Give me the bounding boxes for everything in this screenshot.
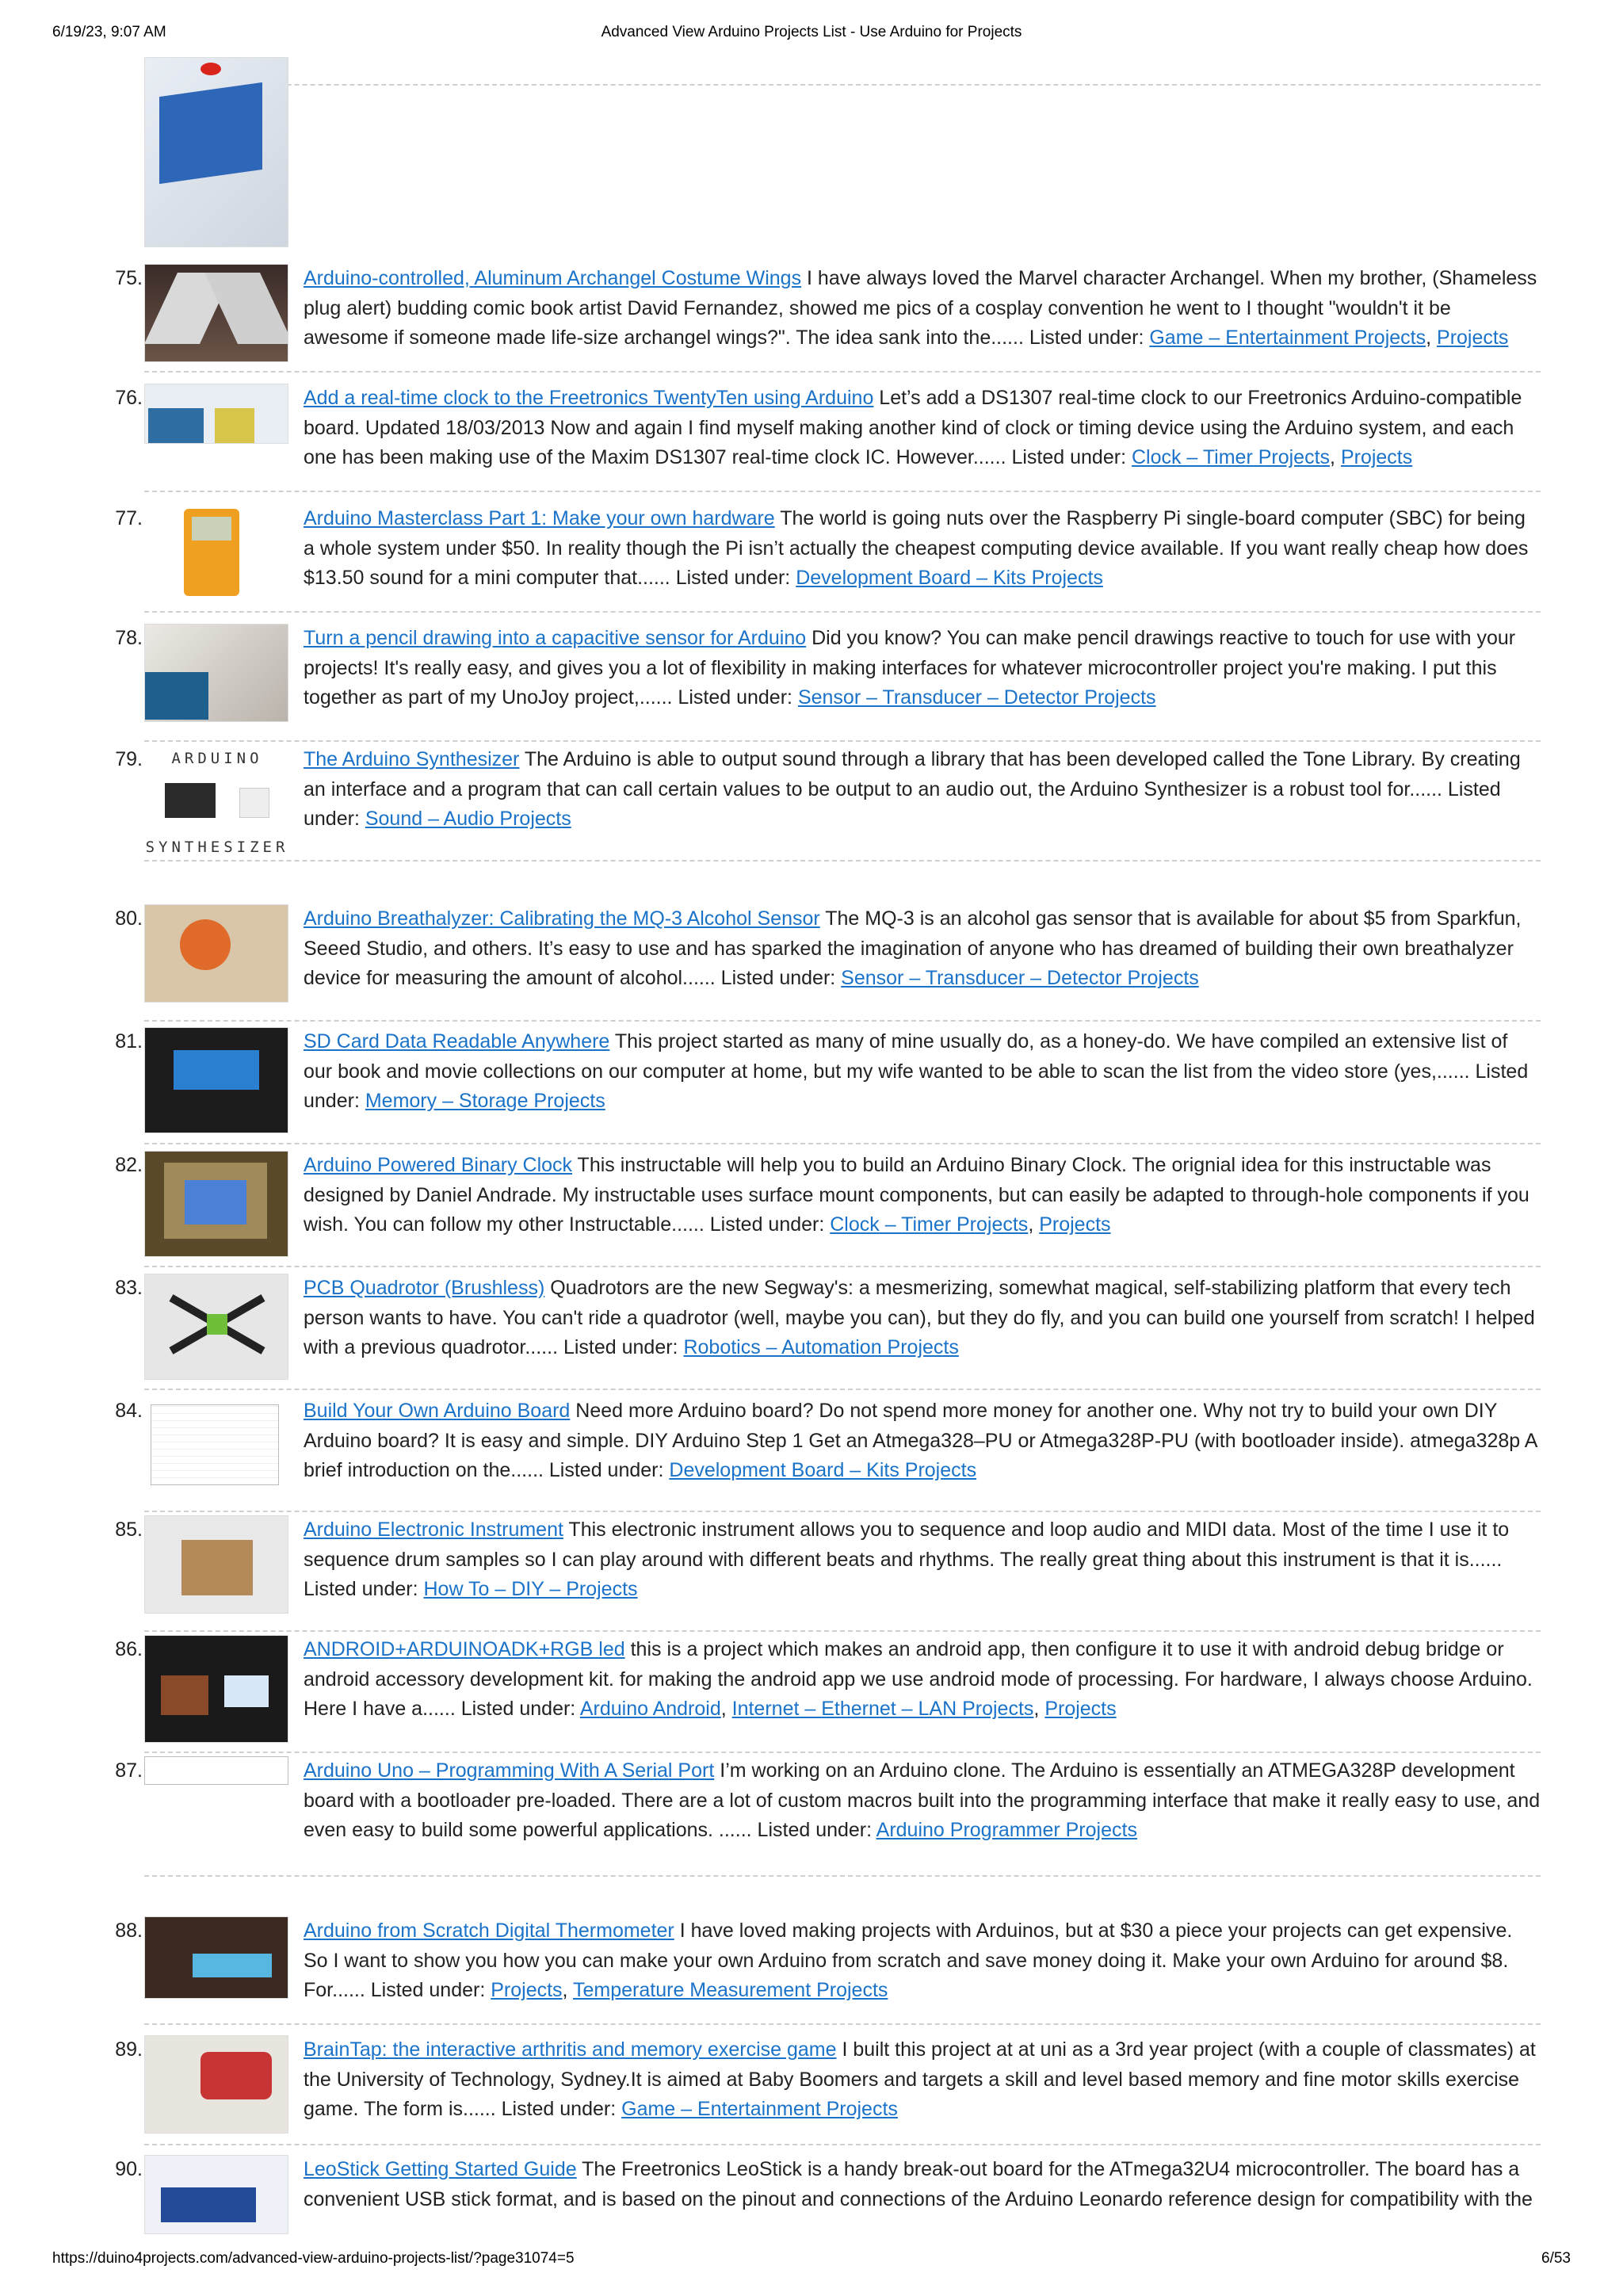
item-text <box>304 904 1541 994</box>
category-link[interactable]: Game – Entertainment Projects <box>1149 327 1426 349</box>
page-url: https://duino4projects.com/advanced-view-arduino-projects-list/?page31074=5 <box>52 2250 575 2267</box>
item-number: 86. <box>115 1638 143 1660</box>
item-text <box>304 1756 1541 1846</box>
item-number: 79. <box>115 748 143 770</box>
item-text <box>304 624 1541 713</box>
project-title-link[interactable]: The Arduino Synthesizer <box>304 748 520 770</box>
broken-image-icon[interactable] <box>144 1756 288 1785</box>
project-thumbnail[interactable] <box>144 504 288 602</box>
project-title-link[interactable]: Arduino Breathalyzer: Calibrating the MQ-3 Alcohol Sensor <box>304 907 820 930</box>
project-thumbnail[interactable] <box>144 264 288 362</box>
project-thumbnail[interactable] <box>144 57 288 247</box>
category-link[interactable]: Arduino Programmer Projects <box>876 1819 1137 1841</box>
item-text: ANDROID+ARDUINOADK+RGB led this is a project which makes an android app, then configure it to use it with android debug bridge or android accessory development kit. for making the android app we use android mode of processing. For hardware, I always choose Arduino. Here I have a...... Listed under: Arduino Android, Internet – Ethernet – LAN Projects, Projects <box>304 1638 1533 1720</box>
category-link[interactable]: Clock – Timer Projects <box>1131 446 1331 468</box>
separator <box>144 2023 1541 2025</box>
item-text <box>304 745 1541 835</box>
category-link[interactable]: Projects <box>1039 1213 1111 1236</box>
project-thumbnail[interactable] <box>144 1515 288 1614</box>
project-thumbnail[interactable] <box>144 384 288 444</box>
item-text <box>304 2035 1541 2125</box>
category-link[interactable]: Memory – Storage Projects <box>365 1090 605 1112</box>
item-text <box>304 1027 1541 1117</box>
category-link[interactable]: Sound – Audio Projects <box>365 808 571 830</box>
project-thumbnail[interactable] <box>144 1635 288 1743</box>
item-number: 76. <box>115 387 143 409</box>
project-thumbnail[interactable] <box>144 1151 288 1257</box>
item-text: Arduino Powered Binary Clock This instructable will help you to build an Arduino Binary Clock. The orignial idea for this instructable was designed by Daniel Andrade. My instructable uses surface mount components, but can easily be adapted to through-hole components if you wish. You can follow my other Instructable...... Listed under: Clock – Timer Projects, Projects <box>304 1154 1529 1236</box>
project-title-link[interactable]: Arduino Masterclass Part 1: Make your own hardware <box>304 507 775 529</box>
separator <box>144 740 1541 742</box>
item-text: Arduino from Scratch Digital Thermometer I have loved making projects with Arduinos, but at $30 a piece your projects can get expensive. So I want to show you how you can make your own Arduino from scratch and save money doing it. Make your own Arduino for around $8. For...... Listed under: Projects, Temperature Measurement Projects <box>304 1920 1513 2001</box>
item-text <box>304 1515 1541 1605</box>
project-thumbnail[interactable] <box>144 624 288 722</box>
project-description: The Freetronics LeoStick is a handy break-out board for the ATmega32U4 microcontroller. The board has a convenient USB stick format, and is based on the pinout and connections of the Arduino Leonardo reference design for compatibility with the <box>304 2158 1533 2210</box>
separator <box>144 2144 1541 2145</box>
category-link[interactable]: How To – DIY – Projects <box>423 1578 638 1600</box>
project-title-link[interactable]: Add a real-time clock to the Freetronics TwentyTen using Arduino <box>304 387 874 409</box>
category-link[interactable]: Sensor – Transducer – Detector Projects <box>841 967 1199 989</box>
separator <box>144 1875 1541 1877</box>
project-description: The MQ-3 is an alcohol gas sensor that is available for about $5 from Sparkfun, Seeed Studio, and others. It’s easy to use and has sparked the imagination of anyone who has dreamed of building their own breathalyzer device for measuring the amount of alcohol...... Listed under: <box>304 907 1522 989</box>
project-title-link[interactable]: Arduino from Scratch Digital Thermometer <box>304 1920 674 1942</box>
item-number: 87. <box>115 1759 143 1782</box>
project-description: I have loved making projects with Arduinos, but at $30 a piece your projects can get expensive. So I want to show you how you can make your own Arduino from scratch and save money doing it. Make your own Arduino for around $8. For...... Listed under: <box>304 1920 1513 2001</box>
project-description: The Arduino is able to output sound through a library that has been developed called the Tone Library. By creating an interface and a program that can call certain values to be output to an audio out, the Arduino Synthesizer is a robust tool for...... Listed under: <box>304 748 1521 830</box>
project-description: I built this project at at uni as a 3rd year project (with a couple of classmates) at the University of Technology, Sydney.It is aimed at Baby Boomers and targets a skill and level based memory and fine motor skills exercise game. The form is...... Listed under: <box>304 2038 1536 2120</box>
item-number: 83. <box>115 1277 143 1299</box>
page-number: 6/53 <box>1541 2250 1571 2267</box>
separator <box>144 1266 1541 1267</box>
category-link[interactable]: Temperature Measurement Projects <box>573 1979 888 2001</box>
project-thumbnail[interactable] <box>144 904 288 1003</box>
project-description: I’m working on an Arduino clone. The Arduino is essentially an ATMEGA328P development board with a bootloader pre-loaded. There are a lot of custom macros built into the programming interface that make it really easy to use, and even easy to build some powerful applications. ...... Listed under: <box>304 1759 1541 1841</box>
print-header <box>52 24 1571 48</box>
item-number: 84. <box>115 1400 143 1422</box>
project-title-link[interactable]: ANDROID+ARDUINOADK+RGB led <box>304 1638 625 1660</box>
project-title-link[interactable]: Arduino Powered Binary Clock <box>304 1154 573 1176</box>
synth-logo-bottom: SYNTHESIZER <box>145 839 289 856</box>
project-description: Need more Arduino board? Do not spend more money for another one. Why not try to build your own DIY Arduino board? It is easy and simple. DIY Arduino Step 1 Get an Atmega328–PU or Atmega328P-PU (with bootloader inside). atmega328p A brief introduction on the...... Listed under: <box>304 1400 1537 1481</box>
item-number: 85. <box>115 1519 143 1541</box>
project-description: Let’s add a DS1307 real-time clock to our Freetronics Arduino-compatible board. Updated 18/03/2013 Now and again I find myself making another kind of clock or timing device using the Arduino system, and each one has been making use of the Maxim DS1307 real-time clock IC. However...... Listed under: <box>304 387 1522 468</box>
category-link[interactable]: Projects <box>1340 446 1413 468</box>
separator <box>144 611 1541 613</box>
item-number: 88. <box>115 1920 143 1942</box>
item-text <box>304 504 1541 594</box>
separator <box>144 1511 1541 1512</box>
separator <box>144 1752 1541 1753</box>
project-description: Did you know? You can make pencil drawings reactive to touch for use with your projects! It's really easy, and gives you a lot of flexibility in making interfaces for whatever microcontroller project you're making. I put this together as part of my UnoJoy project,...... Listed under: <box>304 627 1516 709</box>
project-thumbnail[interactable] <box>144 1396 288 1485</box>
project-thumbnail[interactable] <box>144 1274 288 1380</box>
project-title-link[interactable]: Arduino Electronic Instrument <box>304 1519 563 1541</box>
item-text <box>304 1396 1541 1486</box>
category-link[interactable]: Projects <box>1044 1698 1117 1720</box>
project-title-link[interactable]: Turn a pencil drawing into a capacitive sensor for Arduino <box>304 627 807 649</box>
project-title-link[interactable]: Arduino-controlled, Aluminum Archangel Costume Wings <box>304 267 802 289</box>
project-description: This electronic instrument allows you to sequence and loop audio and MIDI data. Most of the time I use it to sequence drum samples so I can play around with different beats and rhythms. The really great thing about this instrument is that it is...... Listed under: <box>304 1519 1510 1600</box>
project-description: This instructable will help you to build an Arduino Binary Clock. The orignial idea for this instructable was designed by Daniel Andrade. My instructable uses surface mount components, but can easily be adapted to through-hole components if you wish. You can follow my other Instructable...... Listed under: <box>304 1154 1529 1236</box>
separator <box>144 860 1541 861</box>
separator <box>144 1630 1541 1632</box>
project-title-link[interactable]: Arduino Uno – Programming With A Serial Port <box>304 1759 715 1782</box>
project-description: I have always loved the Marvel character Archangel. When my brother, (Shameless plug alert) budding comic book artist David Fernandez, showed me pics of a cosplay convention he went to I thought "wouldn't it be awesome if someone made life-size archangel wings?". The idea sank into the...... Listed under: <box>304 267 1537 349</box>
category-link[interactable]: Internet – Ethernet – LAN Projects <box>731 1698 1034 1720</box>
item-number: 82. <box>115 1154 143 1176</box>
item-number: 90. <box>115 2158 143 2180</box>
category-link[interactable]: Clock – Timer Projects <box>830 1213 1029 1236</box>
item-text: Add a real-time clock to the Freetronics TwentyTen using Arduino Let’s add a DS1307 real-time clock to our Freetronics Arduino-compatible board. Updated 18/03/2013 Now and again I find myself making another kind of clock or timing device using the Arduino system, and each one has been making use of the Maxim DS1307 real-time clock IC. However...... Listed under: Clock – Timer Projects, Projects <box>304 387 1522 468</box>
project-thumbnail[interactable] <box>144 1916 288 1999</box>
project-thumbnail[interactable] <box>144 1027 288 1133</box>
item-text <box>304 1274 1541 1363</box>
project-title-link[interactable]: SD Card Data Readable Anywhere <box>304 1030 610 1052</box>
project-thumbnail[interactable] <box>144 2035 288 2134</box>
print-footer <box>52 2250 1571 2274</box>
print-date: 6/19/23, 9:07 AM <box>52 24 166 40</box>
item-number: 89. <box>115 2038 143 2061</box>
separator <box>144 1143 1541 1144</box>
category-link[interactable]: Game – Entertainment Projects <box>621 2098 898 2120</box>
category-link[interactable]: Sensor – Transducer – Detector Projects <box>797 686 1156 709</box>
category-link[interactable]: Development Board – Kits Projects <box>796 567 1103 589</box>
project-title-link[interactable]: PCB Quadrotor (Brushless) <box>304 1277 545 1299</box>
item-number: 81. <box>115 1030 143 1052</box>
category-link[interactable]: Robotics – Automation Projects <box>683 1336 959 1358</box>
project-description: The world is going nuts over the Raspberry Pi single-board computer (SBC) for being a whole system under $50. In reality though the Pi isn’t actually the cheapest computing device available. If you want really cheap how does $13.50 sound for a mini computer that...... Listed under: <box>304 507 1529 589</box>
project-title-link[interactable]: BrainTap: the interactive arthritis and memory exercise game <box>304 2038 837 2061</box>
category-link[interactable]: Projects <box>491 1979 563 2001</box>
separator <box>144 84 1541 86</box>
project-title-link[interactable]: LeoStick Getting Started Guide <box>304 2158 577 2180</box>
item-number: 78. <box>115 627 143 649</box>
separator <box>144 371 1541 372</box>
item-number: 80. <box>115 907 143 930</box>
project-title-link[interactable]: Build Your Own Arduino Board <box>304 1400 571 1422</box>
page-title: Advanced View Arduino Projects List - Use Arduino for Projects <box>601 24 1022 40</box>
project-thumbnail[interactable] <box>144 745 290 864</box>
item-text <box>304 2155 1541 2214</box>
category-link[interactable]: Arduino Android <box>579 1698 721 1720</box>
project-thumbnail[interactable] <box>144 2155 288 2234</box>
item-number: 75. <box>115 267 143 289</box>
synth-logo-top: ARDUINO <box>171 750 263 767</box>
category-link[interactable]: Projects <box>1437 327 1509 349</box>
item-text: Arduino-controlled, Aluminum Archangel Costume Wings I have always loved the Marvel character Archangel. When my brother, (Shameless plug alert) budding comic book artist David Fernandez, showed me pics of a cosplay convention he went to I thought "wouldn't it be awesome if someone made life-size archangel wings?". The idea sank into the...... Listed under: Game – Entertainment Projects, Projects <box>304 267 1537 349</box>
separator <box>144 1020 1541 1022</box>
project-description: Quadrotors are the new Segway's: a mesmerizing, somewhat magical, self-stabilizing platform that every tech person wants to have. You can't ride a quadrotor (well, maybe you can), but they do fly, and you can build one yourself from scratch! I helped with a previous quadrotor...... Listed under: <box>304 1277 1535 1358</box>
separator <box>144 1389 1541 1390</box>
category-link[interactable]: Development Board – Kits Projects <box>669 1459 977 1481</box>
item-number: 77. <box>115 507 143 529</box>
project-description: This project started as many of mine usually do, as a honey-do. We have compiled an extensive list of our book and movie collections on our computer at home, but my wife wanted to be able to scan the list from the video store (yes,...... Listed under: <box>304 1030 1529 1112</box>
separator <box>144 491 1541 492</box>
project-description: this is a project which makes an android app, then configure it to use it with android debug bridge or android accessory development kit. for making the android app we use android mode of processing. For hardware, I always choose Arduino. Here I have a...... Listed under: <box>304 1638 1533 1720</box>
